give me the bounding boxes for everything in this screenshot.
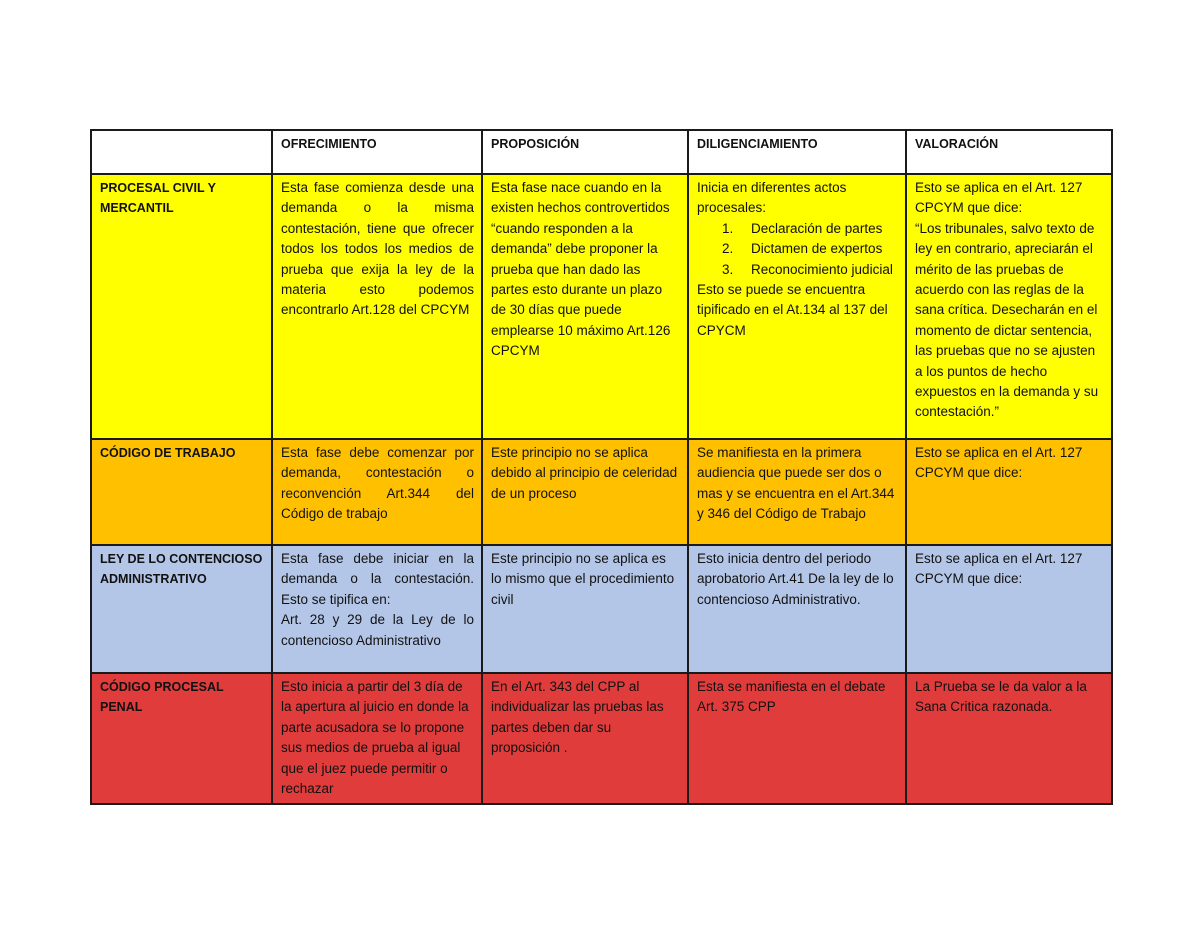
- cell-penal-diligenciamiento: Esta se manifiesta en el debate Art. 375 CPP: [688, 673, 906, 804]
- header-proposicion: PROPOSICIÓN: [482, 130, 688, 174]
- cell-contencioso-ofrecimiento: [272, 545, 482, 673]
- list-item: 2. Dictamen de expertos: [737, 239, 898, 259]
- cell-trabajo-ofrecimiento: Esta fase debe comenzar por demanda, contestación o reconvención Art.344 del Código de trabajo: [272, 439, 482, 545]
- header-diligenciamiento: DILIGENCIAMIENTO: [688, 130, 906, 174]
- cell-civil-ofrecimiento: Esta fase comienza desde una demanda o la misma contestación, tiene que ofrecer todos los todos los medios de prueba que exija la ley de la materia esto podemos encontrarlo Art.128 del CPCYM: [272, 174, 482, 439]
- row-label-contencioso: LEY DE LO CONTENCIOSO ADMINISTRATIVO: [91, 545, 272, 673]
- cell-penal-ofrecimiento: Esto inicia a partir del 3 día de la apertura al juicio en donde la parte acusadora se lo propone sus medios de prueba al igual que el juez puede permitir o rechazar: [272, 673, 482, 804]
- header-ofrecimiento: OFRECIMIENTO: [272, 130, 482, 174]
- cell-trabajo-diligenciamiento: Se manifiesta en la primera audiencia que puede ser dos o mas y se encuentra en el Art.344 y 346 del Código de Trabajo: [688, 439, 906, 545]
- header-row: [91, 130, 1112, 174]
- list-item: 3. Reconocimiento judicial: [737, 260, 898, 280]
- row-label-trabajo: CÓDIGO DE TRABAJO: [91, 439, 272, 545]
- cell-civil-valoracion: [906, 174, 1112, 439]
- civil-diligenciamiento-outro: Esto se puede se encuentra tipificado en el At.134 al 137 del CPYCM: [697, 282, 888, 338]
- contencioso-ofrecimiento-b: Art. 28 y 29 de la Ley de lo contencioso Administrativo: [281, 612, 474, 648]
- cell-contencioso-proposicion: Este principio no se aplica es lo mismo que el procedimiento civil: [482, 545, 688, 673]
- row-label-penal: CÓDIGO PROCESAL PENAL: [91, 673, 272, 804]
- cell-penal-proposicion: En el Art. 343 del CPP al individualizar las pruebas las partes deben dar su proposición .: [482, 673, 688, 804]
- civil-valoracion-quote: “Los tribunales, salvo texto de ley en contrario, apreciarán el mérito de las pruebas de acuerdo con las reglas de la sana crítica. Desecharán en el momento de dictar sentencia, las pruebas que no se ajusten a los puntos de hecho expuestos en la demanda y su contestación.”: [915, 220, 1099, 420]
- cell-penal-valoracion: La Prueba se le da valor a la Sana Critica razonada.: [906, 673, 1112, 804]
- row-contencioso-administrativo: [91, 545, 1112, 673]
- civil-valoracion-intro: Esto se aplica en el Art. 127 CPCYM que dice:: [915, 180, 1083, 216]
- cell-contencioso-diligenciamiento: Esto inicia dentro del periodo aprobatorio Art.41 De la ley de lo contencioso Administrativo.: [688, 545, 906, 673]
- row-codigo-trabajo: [91, 439, 1112, 545]
- row-procesal-civil: [91, 174, 1112, 439]
- row-codigo-procesal-penal: [91, 673, 1112, 804]
- civil-diligenciamiento-list: [697, 219, 898, 280]
- row-label-civil: PROCESAL CIVIL Y MERCANTIL: [91, 174, 272, 439]
- contencioso-ofrecimiento-a: Esta fase debe iniciar en la demanda o la contestación. Esto se tipifica en:: [281, 551, 474, 607]
- cell-trabajo-valoracion: Esto se aplica en el Art. 127 CPCYM que dice:: [906, 439, 1112, 545]
- comparison-table: [90, 129, 1113, 805]
- cell-trabajo-proposicion: Este principio no se aplica debido al principio de celeridad de un proceso: [482, 439, 688, 545]
- header-valoracion: VALORACIÓN: [906, 130, 1112, 174]
- cell-contencioso-valoracion: Esto se aplica en el Art. 127 CPCYM que dice:: [906, 545, 1112, 673]
- cell-civil-diligenciamiento: [688, 174, 906, 439]
- header-cell-empty: [91, 130, 272, 174]
- list-item: 1. Declaración de partes: [737, 219, 898, 239]
- civil-diligenciamiento-intro: Inicia en diferentes actos procesales:: [697, 180, 847, 216]
- cell-civil-proposicion: Esta fase nace cuando en la existen hechos controvertidos “cuando responden a la demanda” debe proponer la prueba que han dado las partes esto durante un plazo de 30 días que puede emplearse 10 máximo Art.126 CPCYM: [482, 174, 688, 439]
